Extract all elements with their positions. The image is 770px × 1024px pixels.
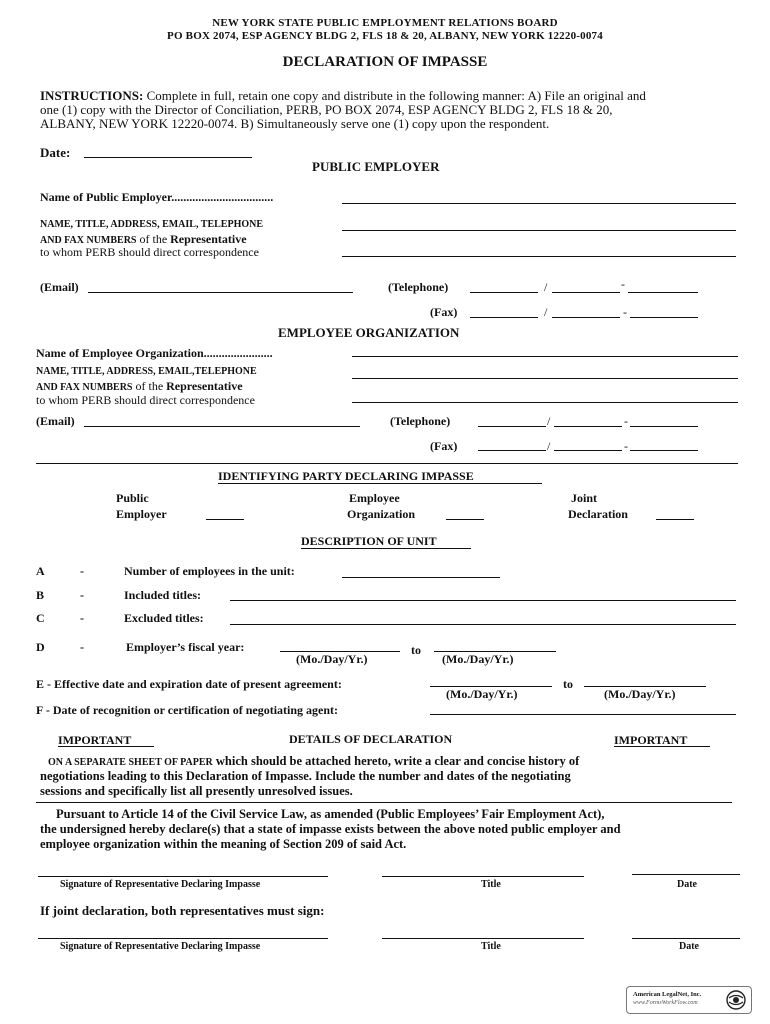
globe-icon <box>725 989 747 1011</box>
signature-field-1[interactable] <box>38 876 328 877</box>
footer-logo <box>626 986 752 1014</box>
fiscal-year-label: Employer’s fiscal year: <box>126 640 245 654</box>
details-heading: DETAILS OF DECLARATION <box>289 732 453 746</box>
recognition-date-label: F - Date of recognition or certification of negotiating agent: <box>36 703 339 717</box>
pursuant-line-2: the undersigned hereby declare(s) that a state of impasse exists between the above noted public employer and <box>40 822 621 836</box>
form-title: DECLARATION OF IMPASSE <box>282 54 488 70</box>
public-fax-line[interactable] <box>630 317 698 318</box>
public-telephone-line[interactable] <box>628 292 698 293</box>
public-rep-field-1[interactable] <box>342 230 736 231</box>
details-text-line-1: ON A SEPARATE SHEET OF PAPER which should be attached hereto, write a clear and concise history of <box>48 754 580 768</box>
footer-company: American LegalNet, Inc. <box>633 991 702 998</box>
public-employer-name-field[interactable] <box>342 203 736 204</box>
employee-telephone-prefix[interactable] <box>554 426 622 427</box>
important-left: IMPORTANT <box>58 733 132 747</box>
public-employer-heading: PUBLIC EMPLOYER <box>312 159 440 174</box>
instructions-label: INSTRUCTIONS: <box>40 88 144 103</box>
employee-email-field[interactable] <box>84 426 360 427</box>
public-rep-label-2: AND FAX NUMBERS of the Representative <box>40 232 247 246</box>
joint-declaration-option-label: Declaration <box>568 507 628 521</box>
date-label-1: Date <box>677 879 697 890</box>
details-text-line-3: sessions and specifically list all presently unresolved issues. <box>40 784 353 798</box>
employee-rep-label-1: NAME, TITLE, ADDRESS, EMAIL,TELEPHONE <box>36 366 257 377</box>
public-email-field[interactable] <box>88 292 353 293</box>
joint-declaration-note: If joint declaration, both representatives must sign: <box>40 903 325 918</box>
included-titles-field[interactable] <box>230 600 736 601</box>
identifying-heading: IDENTIFYING PARTY DECLARING IMPASSE <box>218 469 474 483</box>
employee-org-option-field[interactable] <box>446 519 484 520</box>
title-field-1[interactable] <box>382 876 584 877</box>
employee-org-heading: EMPLOYEE ORGANIZATION <box>278 325 460 340</box>
date-field[interactable] <box>84 157 252 158</box>
public-rep-field-2[interactable] <box>342 256 736 257</box>
public-rep-label-3: to whom PERB should direct correspondence <box>40 245 259 259</box>
pursuant-line-3: employee organization within the meaning of Section 209 of said Act. <box>40 837 407 851</box>
public-telephone-label: (Telephone) <box>388 280 449 294</box>
public-email-label: (Email) <box>40 280 79 294</box>
employee-rep-field-2[interactable] <box>352 402 738 403</box>
date-label-2: Date <box>679 941 699 952</box>
details-text-line-2: negotiations leading to this Declaration of Impasse. Include the number and dates of the negotiating <box>40 769 571 783</box>
public-fax-prefix[interactable] <box>552 317 620 318</box>
title-label-2: Title <box>481 941 501 952</box>
pursuant-line-1: Pursuant to Article 14 of the Civil Service Law, as amended (Public Employees’ Fair Employment Act), <box>56 807 605 821</box>
employee-telephone-area[interactable] <box>478 426 546 427</box>
employee-telephone-label: (Telephone) <box>390 414 451 428</box>
employee-fax-label: (Fax) <box>430 439 458 453</box>
board-name: NEW YORK STATE PUBLIC EMPLOYMENT RELATIONS BOARD <box>212 17 558 29</box>
employee-fax-area[interactable] <box>478 450 546 451</box>
footer-website: www.FormsWorkFlow.com <box>633 1000 698 1006</box>
signature-label-2: Signature of Representative Declaring Impasse <box>60 941 261 952</box>
employee-org-name-label: Name of Employee Organization....................... <box>36 346 273 360</box>
employee-email-label: (Email) <box>36 414 75 428</box>
excluded-titles-label: Excluded titles: <box>124 611 204 625</box>
joint-declaration-option-field[interactable] <box>656 519 694 520</box>
employee-fax-prefix[interactable] <box>554 450 622 451</box>
included-titles-label: Included titles: <box>124 588 202 602</box>
date-label: Date: <box>40 145 71 160</box>
public-fax-area[interactable] <box>470 317 538 318</box>
identifying-heading-underline <box>218 483 542 484</box>
signature-label-1: Signature of Representative Declaring Impasse <box>60 879 261 890</box>
public-rep-label-1: NAME, TITLE, ADDRESS, EMAIL, TELEPHONE <box>40 219 264 230</box>
excluded-titles-field[interactable] <box>230 624 736 625</box>
board-address: PO BOX 2074, ESP AGENCY BLDG 2, FLS 18 & 20, ALBANY, NEW YORK 12220-0074 <box>167 30 603 42</box>
employee-rep-field-1[interactable] <box>352 378 738 379</box>
employee-org-option-label: Organization <box>347 507 415 521</box>
employee-org-name-field[interactable] <box>352 356 738 357</box>
employee-rep-label-2: AND FAX NUMBERS of the Representative <box>36 379 243 393</box>
employee-count-label: Number of employees in the unit: <box>124 564 295 578</box>
instructions-line-2: one (1) copy with the Director of Conciliation, PERB, PO BOX 2074, ESP AGENCY BLDG 2, FLS 18 & 20, <box>40 102 613 117</box>
recognition-date-field[interactable] <box>430 714 736 715</box>
public-telephone-prefix[interactable] <box>552 292 620 293</box>
employee-telephone-line[interactable] <box>630 426 698 427</box>
unit-heading: DESCRIPTION OF UNIT <box>301 534 437 548</box>
instructions-line-1: INSTRUCTIONS: Complete in full, retain one copy and distribute in the following manner: A) File an original and <box>40 88 646 103</box>
signature-field-2[interactable] <box>38 938 328 939</box>
date-field-2[interactable] <box>632 938 740 939</box>
employee-fax-line[interactable] <box>630 450 698 451</box>
section-divider <box>36 463 738 464</box>
unit-heading-underline <box>301 548 471 549</box>
employee-rep-label-3: to whom PERB should direct correspondence <box>36 393 255 407</box>
public-employer-option-label: Employer <box>116 507 167 521</box>
public-employer-option-field[interactable] <box>206 519 244 520</box>
date-field-1[interactable] <box>632 874 740 875</box>
title-field-2[interactable] <box>382 938 584 939</box>
important-right: IMPORTANT <box>614 733 688 747</box>
title-label-1: Title <box>481 879 501 890</box>
employee-count-field[interactable] <box>342 577 500 578</box>
public-employer-name-label: Name of Public Employer.................................. <box>40 190 274 204</box>
instructions-line-3: ALBANY, NEW YORK 12220-0074. B) Simultaneously serve one (1) copy upon the respondent. <box>40 116 550 131</box>
agreement-dates-label: E - Effective date and expiration date of present agreement: <box>36 677 342 691</box>
public-fax-label: (Fax) <box>430 305 458 319</box>
public-telephone-area[interactable] <box>470 292 538 293</box>
